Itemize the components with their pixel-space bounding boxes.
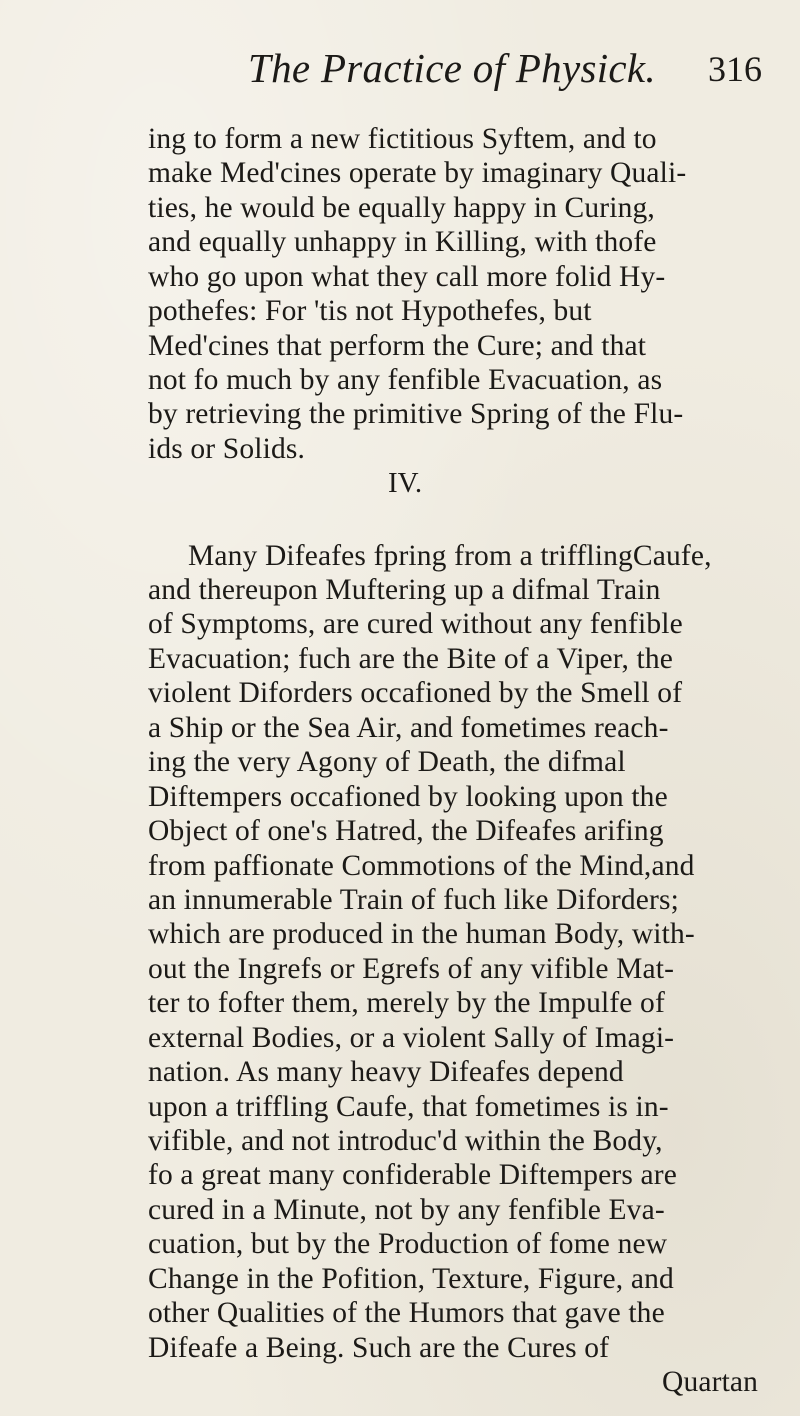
text-line: and equally unhappy in Killing, with thofe <box>148 226 657 259</box>
running-title: The Practice of Physick. <box>248 45 656 91</box>
text-line: external Bodies, or a violent Sally of Imagi- <box>148 1021 675 1054</box>
text-line: pothefes: For 'tis not Hypothefes, but <box>148 295 592 328</box>
text-line: ing to form a new fictitious Syftem, and to <box>148 123 657 155</box>
text-line: ter to fofter them, merely by the Impulfe of <box>148 987 665 1020</box>
text-line: cured in a Minute, not by any fenfible Eva- <box>148 1193 665 1226</box>
text-line: Evacuation; fuch are the Bite of a Viper, the <box>148 642 674 675</box>
text-line: Object of one's Hatred, the Difeafes arifing <box>148 815 664 848</box>
text-line: violent Diforders occafioned by the Smell of <box>148 677 683 710</box>
text-line: by retrieving the primitive Spring of the Flu- <box>148 398 684 431</box>
text-line: an innumerable Train of fuch like Diforders; <box>148 883 679 916</box>
text-line: ing the very Agony of Death, the difmal <box>148 746 626 779</box>
text-line: vifible, and not introduc'd within the Body, <box>148 1124 663 1157</box>
text-line: fo a great many confiderable Diftempers are <box>148 1159 677 1192</box>
text-line: other Qualities of the Humors that gave the <box>148 1297 665 1330</box>
text-line: Many Difeafes fpring from a trifflingCaufe, <box>188 539 712 572</box>
page-number: 316 <box>708 49 762 89</box>
text-line: from paffionate Commotions of the Mind,and <box>148 849 695 882</box>
section-numeral: IV. <box>388 467 423 500</box>
text-line: who go upon what they call more folid Hy- <box>148 260 666 293</box>
text-line: Diftempers occafioned by looking upon the <box>148 780 668 813</box>
text-line: ties, he would be equally happy in Curing, <box>148 191 655 224</box>
text-line: and thereupon Muftering up a difmal Train <box>148 574 661 607</box>
text-line: not fo much by any fenfible Evacuation, as <box>148 364 663 397</box>
text-line: out the Ingrefs or Egrefs of any vifible Mat- <box>148 952 675 985</box>
text-line: Change in the Pofition, Texture, Figure, and <box>148 1262 674 1295</box>
text-line: ids or Solids. <box>148 432 306 465</box>
text-line: cuation, but by the Production of fome new <box>148 1228 668 1261</box>
catchword: Quartan <box>662 1366 759 1398</box>
text-line: a Ship or the Sea Air, and fometimes reach- <box>148 711 669 744</box>
text-line: Med'cines that perform the Cure; and that <box>148 329 647 362</box>
text-line: make Med'cines operate by imaginary Quali- <box>148 157 687 190</box>
text-line: which are produced in the human Body, with- <box>148 918 695 951</box>
text-line: of Symptoms, are cured without any fenfible <box>148 608 683 641</box>
text-line: Difeafe a Being. Such are the Cures of <box>148 1331 610 1364</box>
text-line: nation. As many heavy Difeafes depend <box>148 1056 624 1089</box>
text-line: upon a triffling Caufe, that fometimes is in- <box>148 1090 669 1123</box>
